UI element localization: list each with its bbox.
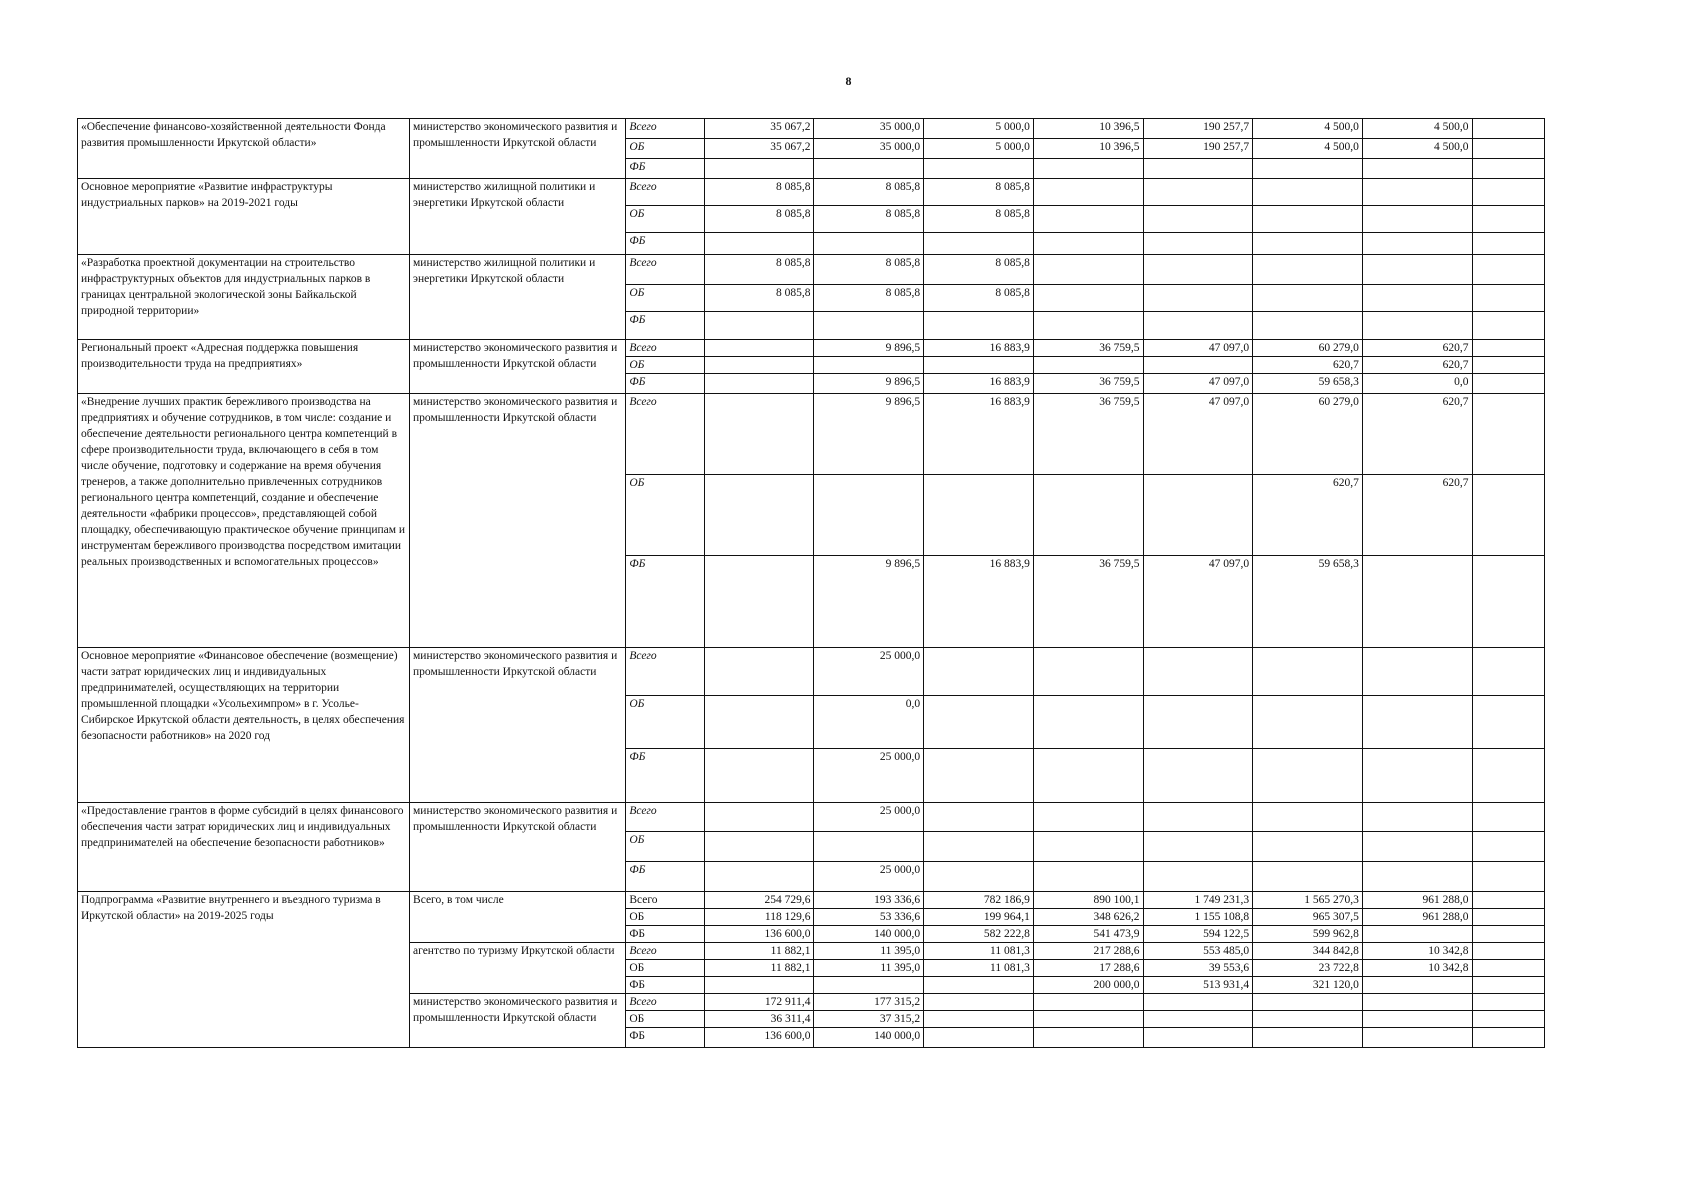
- value-cell: 17 288,6: [1033, 960, 1143, 977]
- funding-source-cell: ФБ: [626, 159, 704, 179]
- value-cell: 8 085,8: [704, 285, 814, 312]
- value-cell: [1472, 233, 1544, 255]
- value-cell: [704, 357, 814, 374]
- value-cell: 1 155 108,8: [1143, 909, 1253, 926]
- value-cell: [1143, 179, 1253, 206]
- value-cell: [1253, 648, 1363, 696]
- value-cell: 620,7: [1253, 475, 1363, 556]
- value-cell: 541 473,9: [1033, 926, 1143, 943]
- value-cell: [1033, 312, 1143, 340]
- funding-source-cell: Всего: [626, 648, 704, 696]
- value-cell: [1253, 1028, 1363, 1048]
- value-cell: [1033, 255, 1143, 285]
- value-cell: 620,7: [1362, 340, 1472, 357]
- value-cell: [1143, 749, 1253, 803]
- value-cell: 620,7: [1362, 357, 1472, 374]
- value-cell: 8 085,8: [704, 179, 814, 206]
- value-cell: [1143, 312, 1253, 340]
- funding-source-cell: ОБ: [626, 909, 704, 926]
- value-cell: [1143, 233, 1253, 255]
- funding-source-cell: ФБ: [626, 374, 704, 394]
- value-cell: [1472, 179, 1544, 206]
- value-cell: [704, 475, 814, 556]
- value-cell: 16 883,9: [924, 556, 1034, 648]
- value-cell: [1033, 648, 1143, 696]
- value-cell: 200 000,0: [1033, 977, 1143, 994]
- value-cell: 5 000,0: [924, 139, 1034, 159]
- value-cell: 59 658,3: [1253, 556, 1363, 648]
- funding-source-cell: ОБ: [626, 696, 704, 749]
- value-cell: [1143, 285, 1253, 312]
- value-cell: [924, 357, 1034, 374]
- value-cell: [1143, 648, 1253, 696]
- value-cell: [1033, 179, 1143, 206]
- value-cell: 140 000,0: [814, 1028, 924, 1048]
- value-cell: [924, 862, 1034, 892]
- value-cell: [924, 803, 1034, 832]
- table-row: [78, 803, 1545, 832]
- value-cell: [704, 340, 814, 357]
- value-cell: [1143, 1011, 1253, 1028]
- measure-description: Основное мероприятие «Финансовое обеспечение (возмещение) части затрат юридических лиц и индивидуальных предпринимателей, осуществляющих на территории промышленной площадки «Усольехимпром» в г. Усолье-Сибирское Иркутской области деятельность, в целях обеспечения безопасности работников» на 2020 год: [78, 648, 410, 803]
- value-cell: 8 085,8: [814, 255, 924, 285]
- value-cell: 11 081,3: [924, 960, 1034, 977]
- responsible-org: министерство экономического развития и промышленности Иркутской области: [410, 803, 626, 892]
- value-cell: [1253, 749, 1363, 803]
- value-cell: [1143, 803, 1253, 832]
- value-cell: 35 067,2: [704, 139, 814, 159]
- value-cell: 172 911,4: [704, 994, 814, 1011]
- value-cell: 4 500,0: [1362, 119, 1472, 139]
- value-cell: [924, 1011, 1034, 1028]
- value-cell: 36 311,4: [704, 1011, 814, 1028]
- value-cell: [1362, 255, 1472, 285]
- table-row: [78, 119, 1545, 139]
- value-cell: [1472, 206, 1544, 233]
- value-cell: [704, 556, 814, 648]
- value-cell: 193 336,6: [814, 892, 924, 909]
- value-cell: [1033, 159, 1143, 179]
- measure-description: «Внедрение лучших практик бережливого производства на предприятиях и обучение сотрудников, в том числе: создание и обеспечение деятельности регионального центра компетенций в сфере производительности труда, включающего в себя в том числе обучение, подготовку и содержание на время обучения тренеров, а также дополнительно привлеченных сотрудников регионального центра компетенций, создание и обеспечение деятельности «фабрики процессов», представляющей собой площадку, обеспечивающую практическое обучение принципам и инструментам бережливого производства посредством имитации реальных производственных и вспомогательных процессов»: [78, 394, 410, 648]
- value-cell: [704, 159, 814, 179]
- value-cell: 4 500,0: [1253, 119, 1363, 139]
- value-cell: [1033, 357, 1143, 374]
- value-cell: 961 288,0: [1362, 892, 1472, 909]
- value-cell: 217 288,6: [1033, 943, 1143, 960]
- value-cell: 25 000,0: [814, 803, 924, 832]
- value-cell: [1253, 862, 1363, 892]
- value-cell: [1143, 1028, 1253, 1048]
- responsible-org: министерство экономического развития и промышленности Иркутской области: [410, 994, 626, 1048]
- value-cell: [814, 312, 924, 340]
- value-cell: 0,0: [1362, 374, 1472, 394]
- value-cell: 620,7: [1362, 394, 1472, 475]
- value-cell: 10 396,5: [1033, 119, 1143, 139]
- funding-source-cell: Всего: [626, 803, 704, 832]
- funding-source-cell: ОБ: [626, 139, 704, 159]
- funding-source-cell: Всего: [626, 179, 704, 206]
- value-cell: 8 085,8: [704, 255, 814, 285]
- value-cell: 9 896,5: [814, 394, 924, 475]
- value-cell: 199 964,1: [924, 909, 1034, 926]
- value-cell: [1362, 233, 1472, 255]
- value-cell: [1472, 475, 1544, 556]
- value-cell: 47 097,0: [1143, 374, 1253, 394]
- funding-source-cell: ОБ: [626, 1011, 704, 1028]
- value-cell: 11 081,3: [924, 943, 1034, 960]
- funding-source-cell: Всего: [626, 340, 704, 357]
- value-cell: 890 100,1: [1033, 892, 1143, 909]
- value-cell: [1362, 285, 1472, 312]
- value-cell: [924, 648, 1034, 696]
- table-row: [78, 340, 1545, 357]
- value-cell: [1033, 803, 1143, 832]
- value-cell: [924, 749, 1034, 803]
- value-cell: [924, 977, 1034, 994]
- value-cell: 36 759,5: [1033, 394, 1143, 475]
- value-cell: 36 759,5: [1033, 556, 1143, 648]
- value-cell: 344 842,8: [1253, 943, 1363, 960]
- value-cell: 1 749 231,3: [1143, 892, 1253, 909]
- value-cell: 4 500,0: [1253, 139, 1363, 159]
- value-cell: [1472, 749, 1544, 803]
- value-cell: [1143, 696, 1253, 749]
- responsible-org: министерство экономического развития и промышленности Иркутской области: [410, 394, 626, 648]
- value-cell: 16 883,9: [924, 340, 1034, 357]
- value-cell: 36 759,5: [1033, 340, 1143, 357]
- value-cell: 47 097,0: [1143, 556, 1253, 648]
- value-cell: [814, 233, 924, 255]
- value-cell: 47 097,0: [1143, 394, 1253, 475]
- value-cell: [1362, 977, 1472, 994]
- value-cell: 59 658,3: [1253, 374, 1363, 394]
- responsible-org: министерство жилищной политики и энергетики Иркутской области: [410, 255, 626, 340]
- value-cell: 11 395,0: [814, 960, 924, 977]
- measure-description: «Обеспечение финансово-хозяйственной деятельности Фонда развития промышленности Иркутской области»: [78, 119, 410, 179]
- value-cell: 8 085,8: [924, 179, 1034, 206]
- value-cell: 136 600,0: [704, 926, 814, 943]
- value-cell: [1253, 312, 1363, 340]
- value-cell: 35 000,0: [814, 139, 924, 159]
- value-cell: [924, 312, 1034, 340]
- table-body: [78, 119, 1545, 1048]
- table-row: [78, 255, 1545, 285]
- value-cell: 8 085,8: [704, 206, 814, 233]
- table-row: [78, 394, 1545, 475]
- responsible-org: министерство экономического развития и промышленности Иркутской области: [410, 648, 626, 803]
- value-cell: 0,0: [814, 696, 924, 749]
- value-cell: [704, 977, 814, 994]
- value-cell: [924, 475, 1034, 556]
- value-cell: 53 336,6: [814, 909, 924, 926]
- value-cell: [924, 994, 1034, 1011]
- value-cell: [1472, 357, 1544, 374]
- value-cell: [1362, 749, 1472, 803]
- table-row: [78, 648, 1545, 696]
- value-cell: [924, 832, 1034, 862]
- value-cell: [1472, 862, 1544, 892]
- value-cell: [1362, 696, 1472, 749]
- value-cell: [1253, 803, 1363, 832]
- value-cell: 599 962,8: [1253, 926, 1363, 943]
- value-cell: [1033, 862, 1143, 892]
- value-cell: [1362, 648, 1472, 696]
- value-cell: [814, 159, 924, 179]
- value-cell: [1472, 648, 1544, 696]
- value-cell: 8 085,8: [814, 285, 924, 312]
- value-cell: [1253, 696, 1363, 749]
- funding-source-cell: ОБ: [626, 206, 704, 233]
- value-cell: [1472, 696, 1544, 749]
- value-cell: 190 257,7: [1143, 139, 1253, 159]
- value-cell: [1472, 119, 1544, 139]
- value-cell: [814, 832, 924, 862]
- value-cell: [814, 357, 924, 374]
- responsible-org: агентство по туризму Иркутской области: [410, 943, 626, 994]
- value-cell: 9 896,5: [814, 374, 924, 394]
- value-cell: [1362, 179, 1472, 206]
- value-cell: 35 067,2: [704, 119, 814, 139]
- value-cell: [1362, 803, 1472, 832]
- value-cell: 8 085,8: [924, 255, 1034, 285]
- value-cell: [1143, 862, 1253, 892]
- value-cell: [1472, 943, 1544, 960]
- value-cell: 136 600,0: [704, 1028, 814, 1048]
- value-cell: [1253, 285, 1363, 312]
- value-cell: 23 722,8: [1253, 960, 1363, 977]
- value-cell: [1143, 357, 1253, 374]
- funding-source-cell: ФБ: [626, 926, 704, 943]
- funding-source-cell: ФБ: [626, 977, 704, 994]
- value-cell: 177 315,2: [814, 994, 924, 1011]
- value-cell: 8 085,8: [814, 179, 924, 206]
- funding-source-cell: Всего: [626, 994, 704, 1011]
- value-cell: [1253, 233, 1363, 255]
- value-cell: 513 931,4: [1143, 977, 1253, 994]
- responsible-org: Всего, в том числе: [410, 892, 626, 943]
- value-cell: 10 342,8: [1362, 943, 1472, 960]
- measure-description: Основное мероприятие «Развитие инфраструктуры индустриальных парков» на 2019-2021 годы: [78, 179, 410, 255]
- value-cell: [1362, 1011, 1472, 1028]
- value-cell: 39 553,6: [1143, 960, 1253, 977]
- value-cell: 16 883,9: [924, 394, 1034, 475]
- value-cell: 60 279,0: [1253, 394, 1363, 475]
- value-cell: [704, 374, 814, 394]
- funding-source-cell: ФБ: [626, 233, 704, 255]
- value-cell: [1472, 909, 1544, 926]
- value-cell: 965 307,5: [1253, 909, 1363, 926]
- funding-source-cell: Всего: [626, 119, 704, 139]
- responsible-org: министерство экономического развития и промышленности Иркутской области: [410, 119, 626, 179]
- value-cell: 190 257,7: [1143, 119, 1253, 139]
- funding-source-cell: Всего: [626, 892, 704, 909]
- value-cell: 25 000,0: [814, 648, 924, 696]
- value-cell: [1472, 960, 1544, 977]
- value-cell: [1362, 926, 1472, 943]
- value-cell: 37 315,2: [814, 1011, 924, 1028]
- budget-table: [77, 118, 1545, 1048]
- value-cell: 35 000,0: [814, 119, 924, 139]
- funding-source-cell: ФБ: [626, 556, 704, 648]
- value-cell: [1253, 159, 1363, 179]
- value-cell: 25 000,0: [814, 862, 924, 892]
- value-cell: [704, 749, 814, 803]
- funding-source-cell: Всего: [626, 255, 704, 285]
- value-cell: [1033, 475, 1143, 556]
- table-row: [78, 179, 1545, 206]
- funding-source-cell: ОБ: [626, 475, 704, 556]
- value-cell: [1472, 832, 1544, 862]
- value-cell: [1472, 977, 1544, 994]
- value-cell: [814, 475, 924, 556]
- value-cell: [1362, 312, 1472, 340]
- value-cell: [1362, 1028, 1472, 1048]
- value-cell: 10 342,8: [1362, 960, 1472, 977]
- value-cell: [704, 832, 814, 862]
- funding-source-cell: Всего: [626, 394, 704, 475]
- value-cell: 11 395,0: [814, 943, 924, 960]
- value-cell: [704, 648, 814, 696]
- measure-description: «Предоставление грантов в форме субсидий в целях финансового обеспечения части затрат юридических лиц и индивидуальных предпринимателей на обеспечение безопасности работников»: [78, 803, 410, 892]
- value-cell: [1362, 206, 1472, 233]
- value-cell: [1253, 832, 1363, 862]
- value-cell: 140 000,0: [814, 926, 924, 943]
- value-cell: [1472, 1011, 1544, 1028]
- value-cell: [1472, 994, 1544, 1011]
- responsible-org: министерство жилищной политики и энергетики Иркутской области: [410, 179, 626, 255]
- value-cell: [1472, 1028, 1544, 1048]
- funding-source-cell: ОБ: [626, 285, 704, 312]
- value-cell: 961 288,0: [1362, 909, 1472, 926]
- value-cell: 8 085,8: [924, 285, 1034, 312]
- measure-description: «Разработка проектной документации на строительство инфраструктурных объектов для индустриальных парков в границах центральной экологической зоны Байкальской природной территории»: [78, 255, 410, 340]
- value-cell: 60 279,0: [1253, 340, 1363, 357]
- value-cell: [1362, 862, 1472, 892]
- value-cell: [704, 312, 814, 340]
- value-cell: [1472, 892, 1544, 909]
- value-cell: 594 122,5: [1143, 926, 1253, 943]
- responsible-org: министерство экономического развития и промышленности Иркутской области: [410, 340, 626, 394]
- funding-source-cell: Всего: [626, 943, 704, 960]
- value-cell: [1472, 374, 1544, 394]
- value-cell: 582 222,8: [924, 926, 1034, 943]
- value-cell: [1033, 233, 1143, 255]
- value-cell: [1472, 556, 1544, 648]
- value-cell: 36 759,5: [1033, 374, 1143, 394]
- value-cell: [1033, 696, 1143, 749]
- value-cell: [1253, 994, 1363, 1011]
- value-cell: [1362, 832, 1472, 862]
- funding-source-cell: ФБ: [626, 862, 704, 892]
- value-cell: [1472, 255, 1544, 285]
- value-cell: [1472, 340, 1544, 357]
- value-cell: [1472, 159, 1544, 179]
- value-cell: [1472, 312, 1544, 340]
- value-cell: [1362, 994, 1472, 1011]
- value-cell: [1472, 394, 1544, 475]
- value-cell: 47 097,0: [1143, 340, 1253, 357]
- value-cell: [1253, 1011, 1363, 1028]
- value-cell: 11 882,1: [704, 960, 814, 977]
- value-cell: [1253, 255, 1363, 285]
- value-cell: 553 485,0: [1143, 943, 1253, 960]
- value-cell: [704, 696, 814, 749]
- value-cell: [1253, 206, 1363, 233]
- value-cell: 321 120,0: [1253, 977, 1363, 994]
- value-cell: 348 626,2: [1033, 909, 1143, 926]
- value-cell: 1 565 270,3: [1253, 892, 1363, 909]
- value-cell: [1143, 475, 1253, 556]
- measure-description: Региональный проект «Адресная поддержка повышения производительности труда на предприятиях»: [78, 340, 410, 394]
- value-cell: [1472, 803, 1544, 832]
- value-cell: [1362, 556, 1472, 648]
- value-cell: 9 896,5: [814, 556, 924, 648]
- funding-source-cell: ФБ: [626, 1028, 704, 1048]
- value-cell: 25 000,0: [814, 749, 924, 803]
- value-cell: [1033, 1011, 1143, 1028]
- funding-source-cell: ФБ: [626, 749, 704, 803]
- value-cell: [1033, 206, 1143, 233]
- funding-source-cell: ОБ: [626, 357, 704, 374]
- value-cell: 8 085,8: [814, 206, 924, 233]
- funding-source-cell: ОБ: [626, 960, 704, 977]
- value-cell: [1033, 994, 1143, 1011]
- value-cell: [1033, 832, 1143, 862]
- value-cell: 10 396,5: [1033, 139, 1143, 159]
- value-cell: [1143, 206, 1253, 233]
- value-cell: [1033, 285, 1143, 312]
- value-cell: 9 896,5: [814, 340, 924, 357]
- value-cell: 8 085,8: [924, 206, 1034, 233]
- value-cell: [1033, 749, 1143, 803]
- value-cell: [1143, 159, 1253, 179]
- value-cell: 620,7: [1253, 357, 1363, 374]
- value-cell: 118 129,6: [704, 909, 814, 926]
- value-cell: 16 883,9: [924, 374, 1034, 394]
- value-cell: [814, 977, 924, 994]
- value-cell: [1253, 179, 1363, 206]
- value-cell: [1143, 255, 1253, 285]
- value-cell: [924, 696, 1034, 749]
- value-cell: 254 729,6: [704, 892, 814, 909]
- page-number: 8: [845, 74, 852, 88]
- value-cell: [704, 233, 814, 255]
- value-cell: [1472, 926, 1544, 943]
- value-cell: [924, 233, 1034, 255]
- measure-description: Подпрограмма «Развитие внутреннего и въездного туризма в Иркутской области» на 2019-2025 годы: [78, 892, 410, 1048]
- value-cell: 4 500,0: [1362, 139, 1472, 159]
- value-cell: [704, 803, 814, 832]
- value-cell: 5 000,0: [924, 119, 1034, 139]
- value-cell: 11 882,1: [704, 943, 814, 960]
- value-cell: [924, 1028, 1034, 1048]
- table-row: [78, 892, 1545, 909]
- value-cell: 782 186,9: [924, 892, 1034, 909]
- value-cell: 620,7: [1362, 475, 1472, 556]
- value-cell: [1362, 159, 1472, 179]
- value-cell: [1472, 139, 1544, 159]
- value-cell: [1143, 994, 1253, 1011]
- value-cell: [704, 862, 814, 892]
- funding-source-cell: ФБ: [626, 312, 704, 340]
- funding-source-cell: ОБ: [626, 832, 704, 862]
- value-cell: [1143, 832, 1253, 862]
- value-cell: [924, 159, 1034, 179]
- value-cell: [704, 394, 814, 475]
- value-cell: [1033, 1028, 1143, 1048]
- value-cell: [1472, 285, 1544, 312]
